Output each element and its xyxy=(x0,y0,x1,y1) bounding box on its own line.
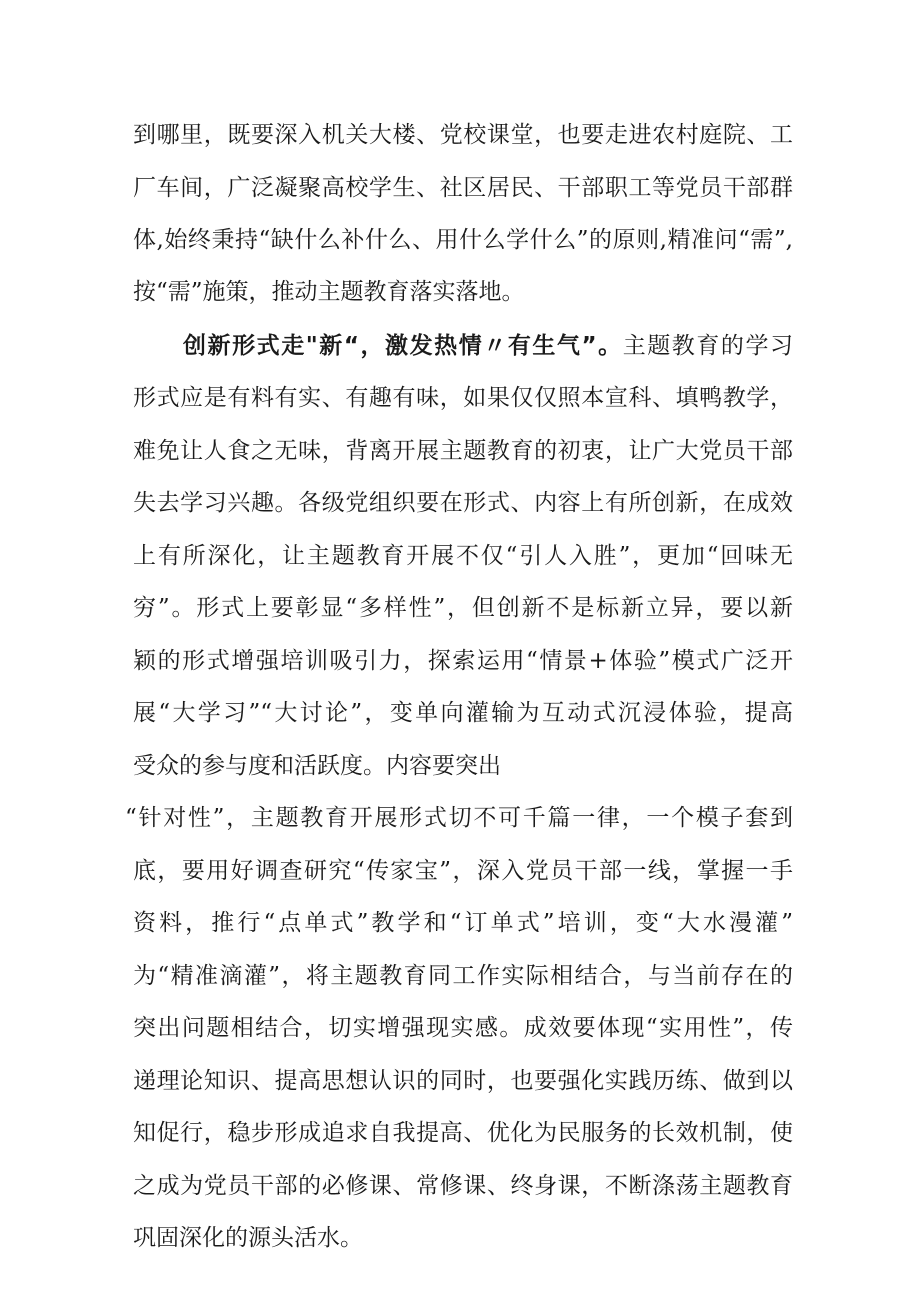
paragraph-1-line-2: 厂车间，广泛凝聚高校学生、社区居民、干部职工等党员干部群 xyxy=(133,175,793,201)
paragraph-2-line-2: 形式应是有料有实、有趣有味，如果仅仅照本宣科、填鸭教学， xyxy=(133,385,793,411)
paragraph-2-line-8: 展“大学习”“大讨论”，变单向灌输为互动式沉浸体验，提高 xyxy=(133,700,793,726)
paragraph-2-line-6: 穷”。形式上要彰显“多样性”，但创新不是标新立异，要以新 xyxy=(133,595,793,621)
paragraph-3-line-1: “针对性”，主题教育开展形式切不可千篇一律，一个模子套到 xyxy=(125,805,793,831)
paragraph-3-line-3: 资料，推行“点单式”教学和“订单式”培训，变“大水漫灌” xyxy=(133,910,793,936)
paragraph-3-line-7: 知促行，稳步形成追求自我提高、优化为民服务的长效机制，使 xyxy=(133,1120,793,1146)
paragraph-3-line-9: 巩固深化的源头活水。 xyxy=(133,1225,363,1251)
paragraph-1-line-1: 到哪里，既要深入机关大楼、党校课堂，也要走进农村庭院、工 xyxy=(133,122,793,148)
paragraph-2-line-3: 难免让人食之无味，背离开展主题教育的初衷，让广大党员干部 xyxy=(133,438,793,464)
paragraph-1-line-4: 按“需”施策，推动主题教育落实落地。 xyxy=(133,279,525,305)
paragraph-2-heading: 创新形式走"新“，激发热情〃有生气”。 xyxy=(183,333,623,359)
paragraph-2-line-9: 受众的参与度和活跃度。内容要突出 xyxy=(133,753,501,779)
paragraph-2-line-4: 失去学习兴趣。各级党组织要在形式、内容上有所创新，在成效 xyxy=(133,490,793,516)
paragraph-3-line-4: 为“精准滴灌”，将主题教育同工作实际相结合，与当前存在的 xyxy=(133,963,793,989)
paragraph-3-line-5: 突出问题相结合，切实增强现实感。成效要体现“实用性”，传 xyxy=(133,1015,793,1041)
paragraph-2-heading-tail: 主题教育的学习 xyxy=(622,333,793,359)
paragraph-3-line-6: 递理论知识、提高思想认识的同时，也要强化实践历练、做到以 xyxy=(133,1068,793,1094)
paragraph-3-line-8: 之成为党员干部的必修课、常修课、终身课，不断涤荡主题教育 xyxy=(133,1173,793,1199)
paragraph-2-first-line xyxy=(183,326,793,366)
paragraph-2-line-7: 颖的形式增强培训吸引力，探索运用“情景+体验”模式广泛开 xyxy=(133,648,793,674)
paragraph-3-line-2: 底，要用好调查研究“传家宝”，深入党员干部一线，掌握一手 xyxy=(133,858,793,884)
paragraph-2-line-5: 上有所深化，让主题教育开展不仅“引人入胜”，更加“回味无 xyxy=(133,543,793,569)
paragraph-1-line-3: 体,始终秉持“缺什么补什么、用什么学什么”的原则,精准问“需”, xyxy=(133,227,793,253)
